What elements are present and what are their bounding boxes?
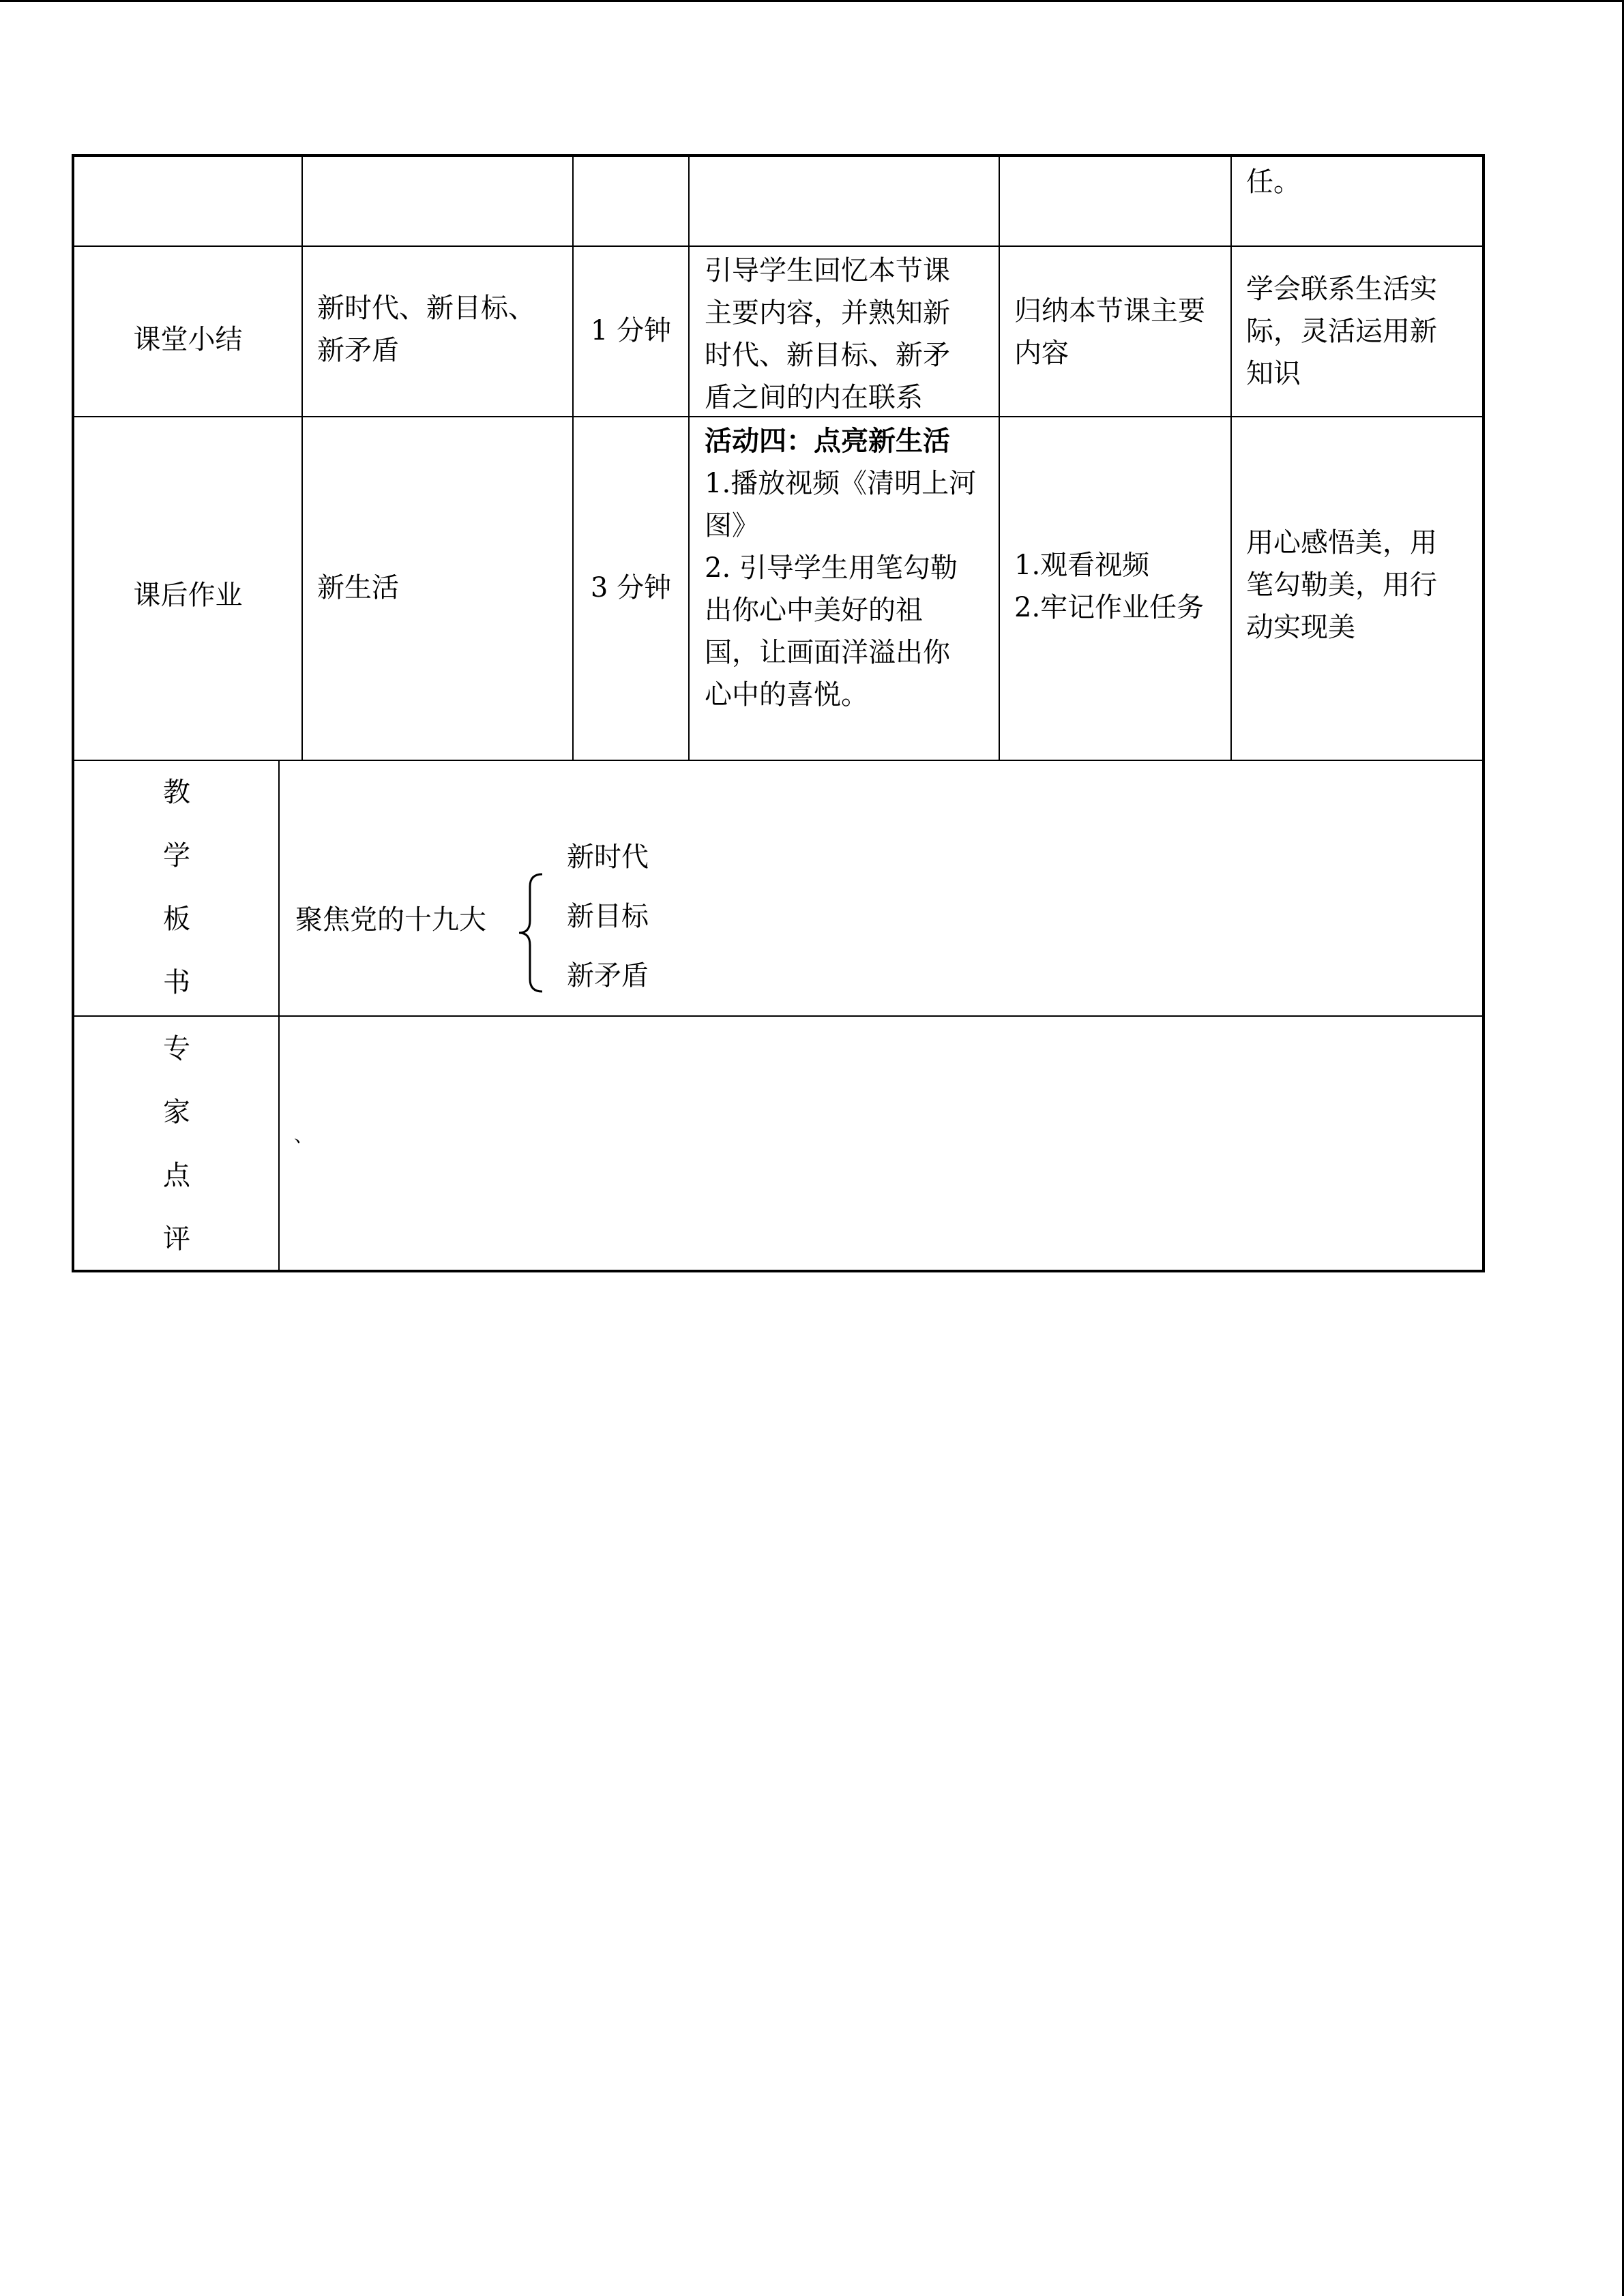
stage-homework: 课后作业 — [133, 580, 243, 611]
board-item-1: 新时代 — [567, 841, 649, 873]
student-homework: 1.观看视频 2.牢记作业任务 — [1014, 550, 1205, 623]
objective-homework: 用心感悟美，用 笔勾勒美，用行 动实现美 — [1246, 527, 1437, 643]
stage-summary: 课堂小结 — [133, 324, 243, 355]
review-label-char: 评 — [163, 1223, 190, 1255]
teacher-summary: 引导学生回忆本节课 主要内容，并熟知新 时代、新目标、新矛 盾之间的内在联系 — [705, 255, 950, 413]
review-label — [149, 1035, 204, 1289]
activity-title: 活动四：点亮新生活 — [705, 425, 950, 457]
row-divider-1 — [74, 245, 1482, 247]
content-homework: 新生活 — [317, 572, 399, 603]
objective-summary: 学会联系生活实 际，灵活运用新 知识 — [1246, 273, 1437, 389]
board-label-char: 书 — [163, 967, 190, 998]
review-content: 、 — [294, 1124, 314, 1146]
page-border-top — [0, 0, 1624, 2]
board-item-3: 新矛盾 — [567, 960, 649, 992]
col-divider-5 — [1230, 157, 1232, 760]
col-divider-3 — [688, 157, 690, 760]
col-divider-2 — [572, 157, 574, 760]
board-item-2: 新目标 — [567, 901, 649, 932]
objective-tail: 任。 — [1246, 166, 1301, 198]
board-label-char: 学 — [163, 840, 190, 871]
label-divider — [278, 760, 280, 1272]
board-label-char: 板 — [163, 904, 190, 935]
col-divider-4 — [999, 157, 1000, 760]
board-topic: 聚焦党的十九大 — [295, 904, 486, 936]
time-summary: 1 分钟 — [590, 315, 672, 346]
col-divider-1 — [301, 157, 303, 760]
board-label-char: 教 — [163, 777, 190, 808]
row-divider-4 — [74, 1015, 1482, 1017]
teacher-homework: 1.播放视频《清明上河 图》 2. 引导学生用笔勾勒 出你心中美好的祖 国，让画面洋溢出你 心中的喜悦。 — [705, 468, 977, 711]
content-summary: 新时代、新目标、 新矛盾 — [317, 293, 535, 366]
curly-brace-icon — [515, 871, 549, 994]
lesson-plan-table — [72, 154, 1485, 1272]
review-label-char: 专 — [163, 1033, 190, 1064]
student-summary: 归纳本节课主要 内容 — [1014, 295, 1205, 369]
review-label-char: 点 — [163, 1160, 190, 1191]
row-divider-3 — [74, 760, 1482, 761]
time-homework: 3 分钟 — [590, 572, 672, 603]
board-label — [149, 779, 204, 1032]
review-label-char: 家 — [163, 1097, 190, 1128]
